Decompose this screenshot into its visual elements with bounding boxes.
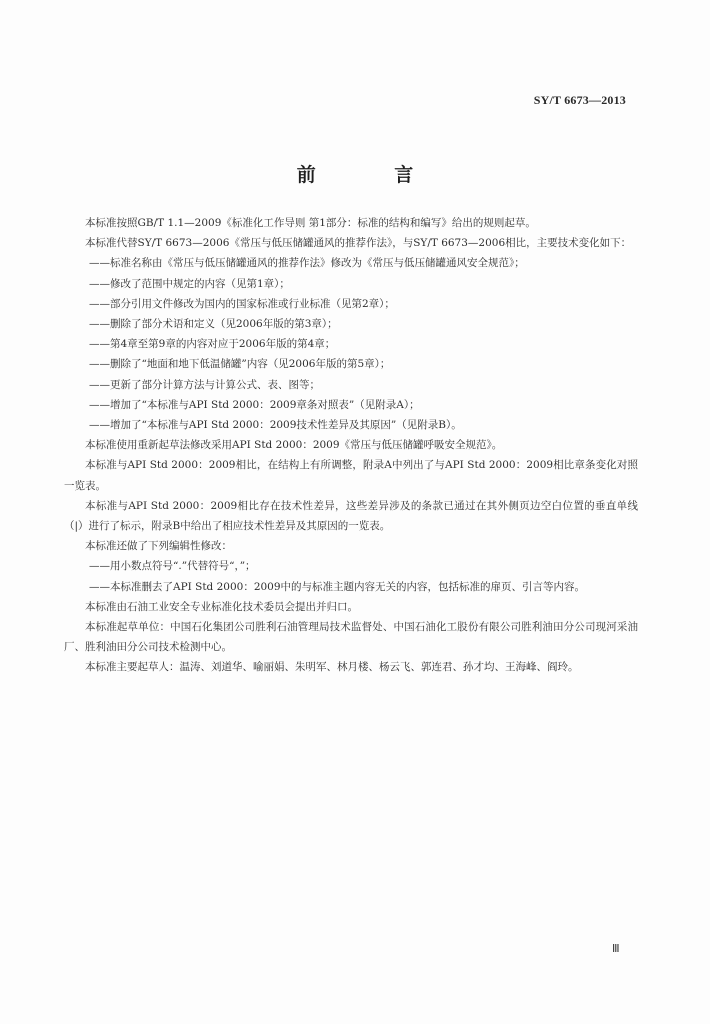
standard-number: SY/T 6673—2013 bbox=[533, 93, 626, 107]
list-item: ——删除了部分术语和定义（见2006年版的第3章）； bbox=[89, 318, 338, 331]
list-item: ——本标准删去了API Std 2000：2009中的与标准主题内容无关的内容，包括标准的扉页、引言等内容。 bbox=[89, 580, 586, 593]
paragraph-technical-differences: 本标准与API Std 2000：2009相比存在技术性差异，这些差异涉及的条款已通过在其外侧页边空白位置的垂直单线（|）进行了标示，附录B中给出了相应技术性差异及其原因的一览表。 bbox=[64, 499, 638, 533]
editorial-changes-list bbox=[64, 556, 638, 596]
list-item: ——用小数点符号“.”代替符号“，”； bbox=[89, 560, 256, 573]
paragraph-editorial-intro: 本标准还做了下列编辑性修改： bbox=[85, 540, 232, 553]
paragraph-drafting-units: 本标准起草单位：中国石化集团公司胜利石油管理局技术监督处、中国石油化工股份有限公司胜利油田分公司现河采油厂、胜利油田分公司技术检测中心。 bbox=[64, 621, 638, 654]
list-item: ——更新了部分计算方法与计算公式、表、图等； bbox=[89, 378, 320, 391]
list-item: ——标准名称由《常压与低压储罐通风的推荐作法》修改为《常压与低压储罐通风安全规范》； bbox=[89, 257, 525, 270]
foreword-body bbox=[64, 213, 638, 678]
paragraph-proposed-by: 本标准由石油工业安全专业标准化技术委员会提出并归口。 bbox=[85, 600, 358, 613]
list-item: ——增加了“本标准与API Std 2000：2009技术性差异及其原因”（见附录B）。 bbox=[89, 419, 462, 432]
list-item: ——增加了“本标准与API Std 2000：2009章条对照表”（见附录A）； bbox=[89, 398, 420, 411]
list-item: ——修改了范围中规定的内容（见第1章）； bbox=[89, 277, 290, 290]
paragraph-structure-changes: 本标准与API Std 2000：2009相比，在结构上有所调整，附录A中列出了与API Std 2000：2009相比章条变化对照一览表。 bbox=[64, 459, 638, 492]
list-item: ——部分引用文件修改为国内的国家标准或行业标准（见第2章）； bbox=[89, 297, 395, 310]
technical-changes-list bbox=[64, 253, 638, 435]
paragraph-drafters: 本标准主要起草人：温涛、刘道华、喻丽娟、朱明军、林月楼、杨云飞、郭连君、孙才均、王海峰、阎玲。 bbox=[85, 661, 579, 674]
list-item: ——删除了“地面和地下低温储罐”内容（见2006年版的第5章）； bbox=[89, 358, 391, 371]
page-title: 前 言 bbox=[296, 164, 450, 186]
paragraph-replaces: 本标准代替SY/T 6673—2006《常压与低压储罐通风的推荐作法》，与SY/T 6673—2006相比，主要技术变化如下： bbox=[85, 237, 632, 250]
page-number: Ⅲ bbox=[612, 943, 620, 955]
list-item: ——第4章至第9章的内容对应于2006年版的第4章； bbox=[89, 338, 336, 351]
paragraph-adoption-method: 本标准使用重新起草法修改采用API Std 2000：2009《常压与低压储罐呼吸安全规范》。 bbox=[85, 439, 503, 452]
paragraph-drafting-rules: 本标准按照GB/T 1.1—2009《标准化工作导则 第1部分：标准的结构和编写》给出的规则起草。 bbox=[85, 217, 536, 229]
